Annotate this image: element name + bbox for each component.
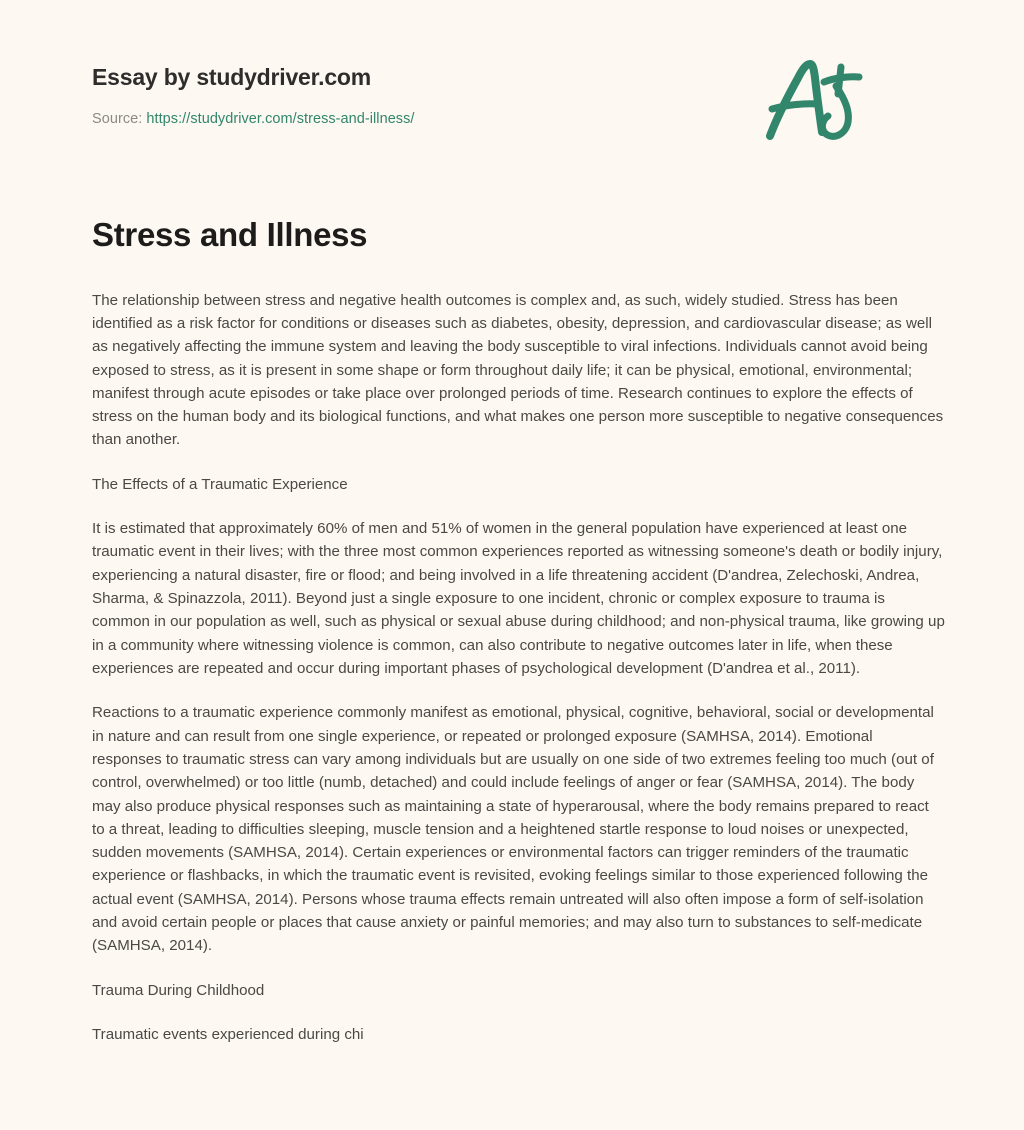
section-heading-traumatic-experience: The Effects of a Traumatic Experience (92, 475, 348, 493)
source-url-link[interactable]: https://studydriver.com/stress-and-illness/ (146, 111, 415, 127)
a-plus-logo-icon (758, 52, 878, 148)
brand-title: Essay by studydriver.com (92, 64, 372, 90)
source-label: Source: (92, 111, 147, 127)
page-title: Stress and Illness (92, 216, 368, 253)
paragraph-statistics: It is estimated that approximately 60% of men and 51% of women in the general population have experienced at least one traumatic event in their lives; with the three most common experiences reported as witnessing someone's death or bodily injury, experiencing a natural disaster, fire or flood; and being involved in a life threatening accident (D'andrea, Zelechoski, Andrea, Sharma, & Spinazzola, 2011). Beyond just a single exposure to one incident, chronic or complex exposure to trauma is common in our population as well, such as physical or sexual abuse during childhood; and non-physical trauma, like growing up in a community where witnessing violence is common, can also contribute to negative outcomes later in life, when these experiences are repeated and occur during important phases of psychological development (D'andrea et al., 2011). (92, 520, 945, 677)
paragraph-childhood-truncated: Traumatic events experienced during chi (92, 1026, 364, 1044)
paragraph-intro: The relationship between stress and negative health outcomes is complex and, as such, widely studied. Stress has been identified as a risk factor for conditions or diseases such as diabetes, obesity, depression, and cardiovascular disease; as well as negatively affecting the immune system and leaving the body susceptible to viral infections. Individuals cannot avoid being exposed to stress, as it is present in some shape or form throughout daily life; it can be physical, emotional, environmental; manifest through acute episodes or take place over prolonged periods of time. Research continues to explore the effects of stress on the human body and its biological functions, and what makes one person more susceptible to negative consequences than another. (92, 291, 944, 449)
essay-body (92, 289, 945, 1047)
document-header (78, 0, 946, 127)
section-heading-trauma-childhood: Trauma During Childhood (92, 981, 265, 999)
paragraph-reactions: Reactions to a traumatic experience commonly manifest as emotional, physical, cognitive, behavioral, social or developmental in nature and can result from one single experience, or repeated or prolonged exposure (SAMHSA, 2014). Emotional responses to traumatic stress can vary among individuals but are usually on one side of two extremes feeling too much (out of control, overwhelmed) or too little (numb, detached) and could include feelings of anger or fear (SAMHSA, 2014). The body may also produce physical responses such as maintaining a state of hyperarousal, where the body remains prepared to react to a threat, leading to difficulties sleeping, muscle tension and a heightened startle response to loud noises or unexpected, sudden movements (SAMHSA, 2014). Certain experiences or environmental factors can trigger reminders of the traumatic experience or flashbacks, in which the traumatic event is revisited, evoking feelings similar to those experienced following the actual event (SAMHSA, 2014). Persons whose trauma effects remain untreated will also often impose a form of self-isolation and avoid certain people or places that cause anxiety or painful memories; and may also turn to substances to self-medicate (SAMHSA, 2014). (92, 704, 934, 955)
